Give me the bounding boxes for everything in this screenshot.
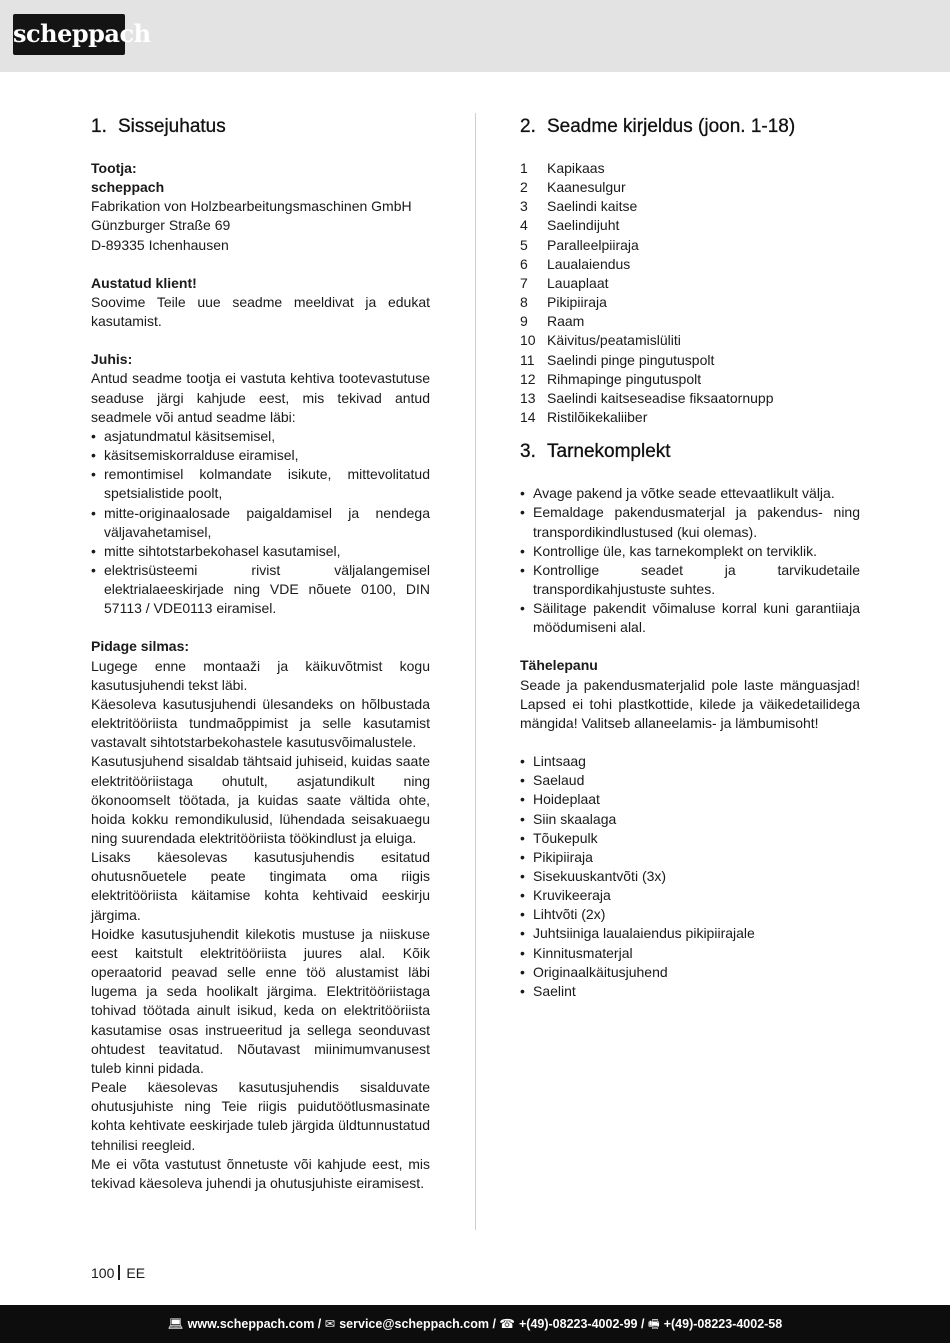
page-number-separator: [118, 1265, 120, 1280]
page-language: EE: [126, 1265, 146, 1281]
page-footer: 💻︎ www.scheppach.com / ✉︎ service@scheppach.com / ☎︎ +(49)-08223-4002-99 / 🖷︎ +(49)-08223-4002-58: [0, 1305, 950, 1343]
list-item: 1 Kapikaas: [520, 160, 605, 176]
list-item: 13 Saelindi kaitseseadise fiksaatornupp: [520, 389, 774, 406]
remember-paragraph: Hoidke kasutusjuhendit kilekotis mustuse ja niiskuse eest kaitstult elektritööriista juures alal. Kõik operaatorid peavad selle enne töö alustamist läbi lugema ja seda hoolikalt järgima. Elektritööriistaga tohivad töötada ainult isikud, keda on elektritööriista kasutamise osas instrueeritud ja sellega seonduvast ohtudest teavitatud. Nõutavast miinimumvanusest tuleb kinni pidada.: [91, 925, 430, 1076]
page-number: [91, 1264, 145, 1282]
scheppach-logo: scheppach: [13, 14, 125, 55]
list-item: 14 Ristilõikekaliiber: [520, 409, 648, 426]
footer-web: www.scheppach.com: [187, 1317, 315, 1331]
delivery-contents-list: [520, 752, 860, 1001]
list-item: 7 Lauaplaat: [520, 274, 609, 291]
list-item: • Lintsaag: [520, 752, 860, 771]
attention-heading: Tähelepanu: [520, 657, 598, 674]
list-item: • Tõukepulk: [520, 829, 860, 848]
list-item: • Hoideplaat: [520, 790, 860, 809]
list-item: • Avage pakend ja võtke seade ettevaatlikult välja.: [520, 484, 860, 503]
email-icon: ✉︎: [324, 1317, 336, 1331]
manufacturer-name: scheppach: [91, 179, 165, 196]
computer-icon: 💻︎: [167, 1317, 184, 1331]
list-item: 9 Raam: [520, 313, 585, 330]
list-item: • Kontrollige seadet ja tarvikudetaile transpordikahjustuste suhtes.: [520, 561, 860, 599]
list-item: • Juhtsiiniga laualaiendus pikipiirajale: [520, 924, 860, 943]
manufacturer-heading: Tootja:: [91, 160, 137, 176]
list-item: • Sisekuuskantvõti (3x): [520, 867, 860, 886]
column-divider: [475, 113, 476, 1230]
list-item: • Kruvikeeraja: [520, 886, 860, 905]
customer-text: Soovime Teile uue seadme meeldivat ja edukat kasutamist.: [91, 293, 430, 330]
liability-list: [91, 427, 430, 619]
list-item: • Pikipiiraja: [520, 848, 860, 867]
list-item: • Kontrollige üle, kas tarnekomplekt on terviklik.: [520, 542, 860, 561]
list-item: 2 Kaanesulgur: [520, 179, 626, 196]
manufacturer-block: [91, 159, 430, 255]
attention-text: Seade ja pakendusmaterjalid pole laste mänguasjad! Lapsed ei tohi plastkottide, kilede ja väikedetailidega mängida! Valitseb allaneelamis- ja lämbumisoht!: [520, 676, 860, 731]
remember-paragraph: Me ei võta vastutust õnnetuste või kahjude eest, mis tekivad käesoleva juhendi ja ohutusjuhiste eiramisest.: [91, 1155, 430, 1191]
list-item: • mitte sihtotstarbekohasel kasutamisel,: [91, 542, 430, 561]
left-column: [91, 114, 430, 1193]
note-heading: Juhis:: [91, 351, 133, 368]
remember-paragraph: Peale käesolevas kasutusjuhendis sisalduvate ohutusjuhiste ning Teie riigis puidutöötlusmasinate kohta kehtivate eeskirjade tuleb järgida üldtunnustatud tehnilisi reegleid.: [91, 1079, 430, 1153]
note-block: [91, 350, 430, 618]
list-item: • Säilitage pakendit võimaluse korral kuni garantiiaja möödumiseni alal.: [520, 599, 860, 637]
list-item: • elektrisüsteemi rivist väljalangemisel elektrialaeeskirjade ning VDE nõuete 0100, DIN 57113 / VDE0113 eiramisel.: [91, 561, 430, 618]
remember-paragraph: Käesoleva kasutusjuhendi ülesandeks on hõlbustada elektritööriista tundmaõppimist ja selle kasutamist vastavalt sihtotstarbekohastele kasutusvõimalustele.: [91, 695, 430, 751]
note-text: Antud seadme tootja ei vastuta kehtiva tootevastutuse seaduse järgi kahjude eest, mis tekivad antud seadmele või antud seadme läbi:: [91, 370, 430, 425]
list-item: • mitte-originaalosade paigaldamisel ja nendega väljavahetamisel,: [91, 504, 430, 542]
footer-fax: +(49)-08223-4002-58: [663, 1317, 783, 1331]
phone-icon: ☎︎: [499, 1317, 515, 1331]
footer-phone: +(49)-08223-4002-99: [518, 1317, 638, 1331]
remember-paragraph: Lisaks käesolevas kasutusjuhendis esitatud ohutusnõuetele peate tingimata oma riigis elektritööriista käitamise kohta kehtivaid eeskirju järgima.: [91, 849, 430, 923]
list-item: • Saelint: [520, 982, 860, 1001]
customer-heading: Austatud klient!: [91, 274, 197, 291]
fax-icon: 🖷︎: [647, 1317, 660, 1331]
list-item: • Kinnitusmaterjal: [520, 944, 860, 963]
manufacturer-line: D-89335 Ichenhausen: [91, 236, 229, 253]
list-item: • Saelaud: [520, 771, 860, 790]
manufacturer-line: Fabrikation von Holzbearbeitungsmaschinen GmbH: [91, 198, 412, 215]
remember-heading: Pidage silmas:: [91, 638, 190, 655]
parts-list: [520, 159, 860, 427]
delivery-steps-list: [520, 484, 860, 637]
remember-paragraph: Kasutusjuhend sisaldab tähtsaid juhiseid, kuidas saate elektritööriistaga ohutult, asjatundikult ning ökonoomselt töötada, ja kuidas saate vältida ohte, hoida kokku remondikulusid, lühendada seisakuaegu ning suurendada elektritööriista töökindlust ja eluiga.: [91, 753, 430, 846]
list-item: 8 Pikipiiraja: [520, 294, 607, 311]
footer-email: service@scheppach.com: [339, 1317, 489, 1331]
customer-block: [91, 274, 430, 331]
remember-paragraph: Lugege enne montaaži ja käikuvõtmist kogu kasutusjuhendi tekst läbi.: [91, 657, 430, 693]
list-item: 10 Käivitus/peatamislüliti: [520, 332, 681, 349]
list-item: • Lihtvõti (2x): [520, 905, 860, 924]
list-item: 3 Saelindi kaitse: [520, 198, 638, 215]
list-item: • Eemaldage pakendusmaterjal ja pakendus- ning transpordikindlustused (kui olemas).: [520, 503, 860, 541]
list-item: • käsitsemiskorralduse eiramisel,: [91, 446, 430, 465]
section-2-heading: 2. Seadme kirjeldus (joon. 1-18): [520, 116, 796, 137]
section-1-heading: 1. Sissejuhatus: [91, 116, 226, 137]
list-item: • remontimisel kolmandate isikute, mittevolitatud spetsialistide poolt,: [91, 465, 430, 503]
list-item: 6 Laualaiendus: [520, 255, 631, 272]
page-number-value: 100: [91, 1265, 115, 1281]
list-item: 11 Saelindi pinge pingutuspolt: [520, 351, 715, 368]
manufacturer-line: Günzburger Straße 69: [91, 217, 231, 234]
attention-block: [520, 656, 860, 733]
list-item: • Siin skaalaga: [520, 810, 860, 829]
list-item: 5 Paralleelpiiraja: [520, 236, 639, 253]
page-header: [0, 0, 950, 72]
list-item: 12 Rihmapinge pingutuspolt: [520, 370, 702, 387]
list-item: • Originaalkäitusjuhend: [520, 963, 860, 982]
right-column: [520, 114, 860, 1001]
section-3-heading: 3. Tarnekomplekt: [520, 441, 671, 463]
list-item: • asjatundmatul käsitsemisel,: [91, 427, 430, 446]
list-item: 4 Saelindijuht: [520, 217, 620, 234]
remember-block: [91, 637, 430, 1193]
